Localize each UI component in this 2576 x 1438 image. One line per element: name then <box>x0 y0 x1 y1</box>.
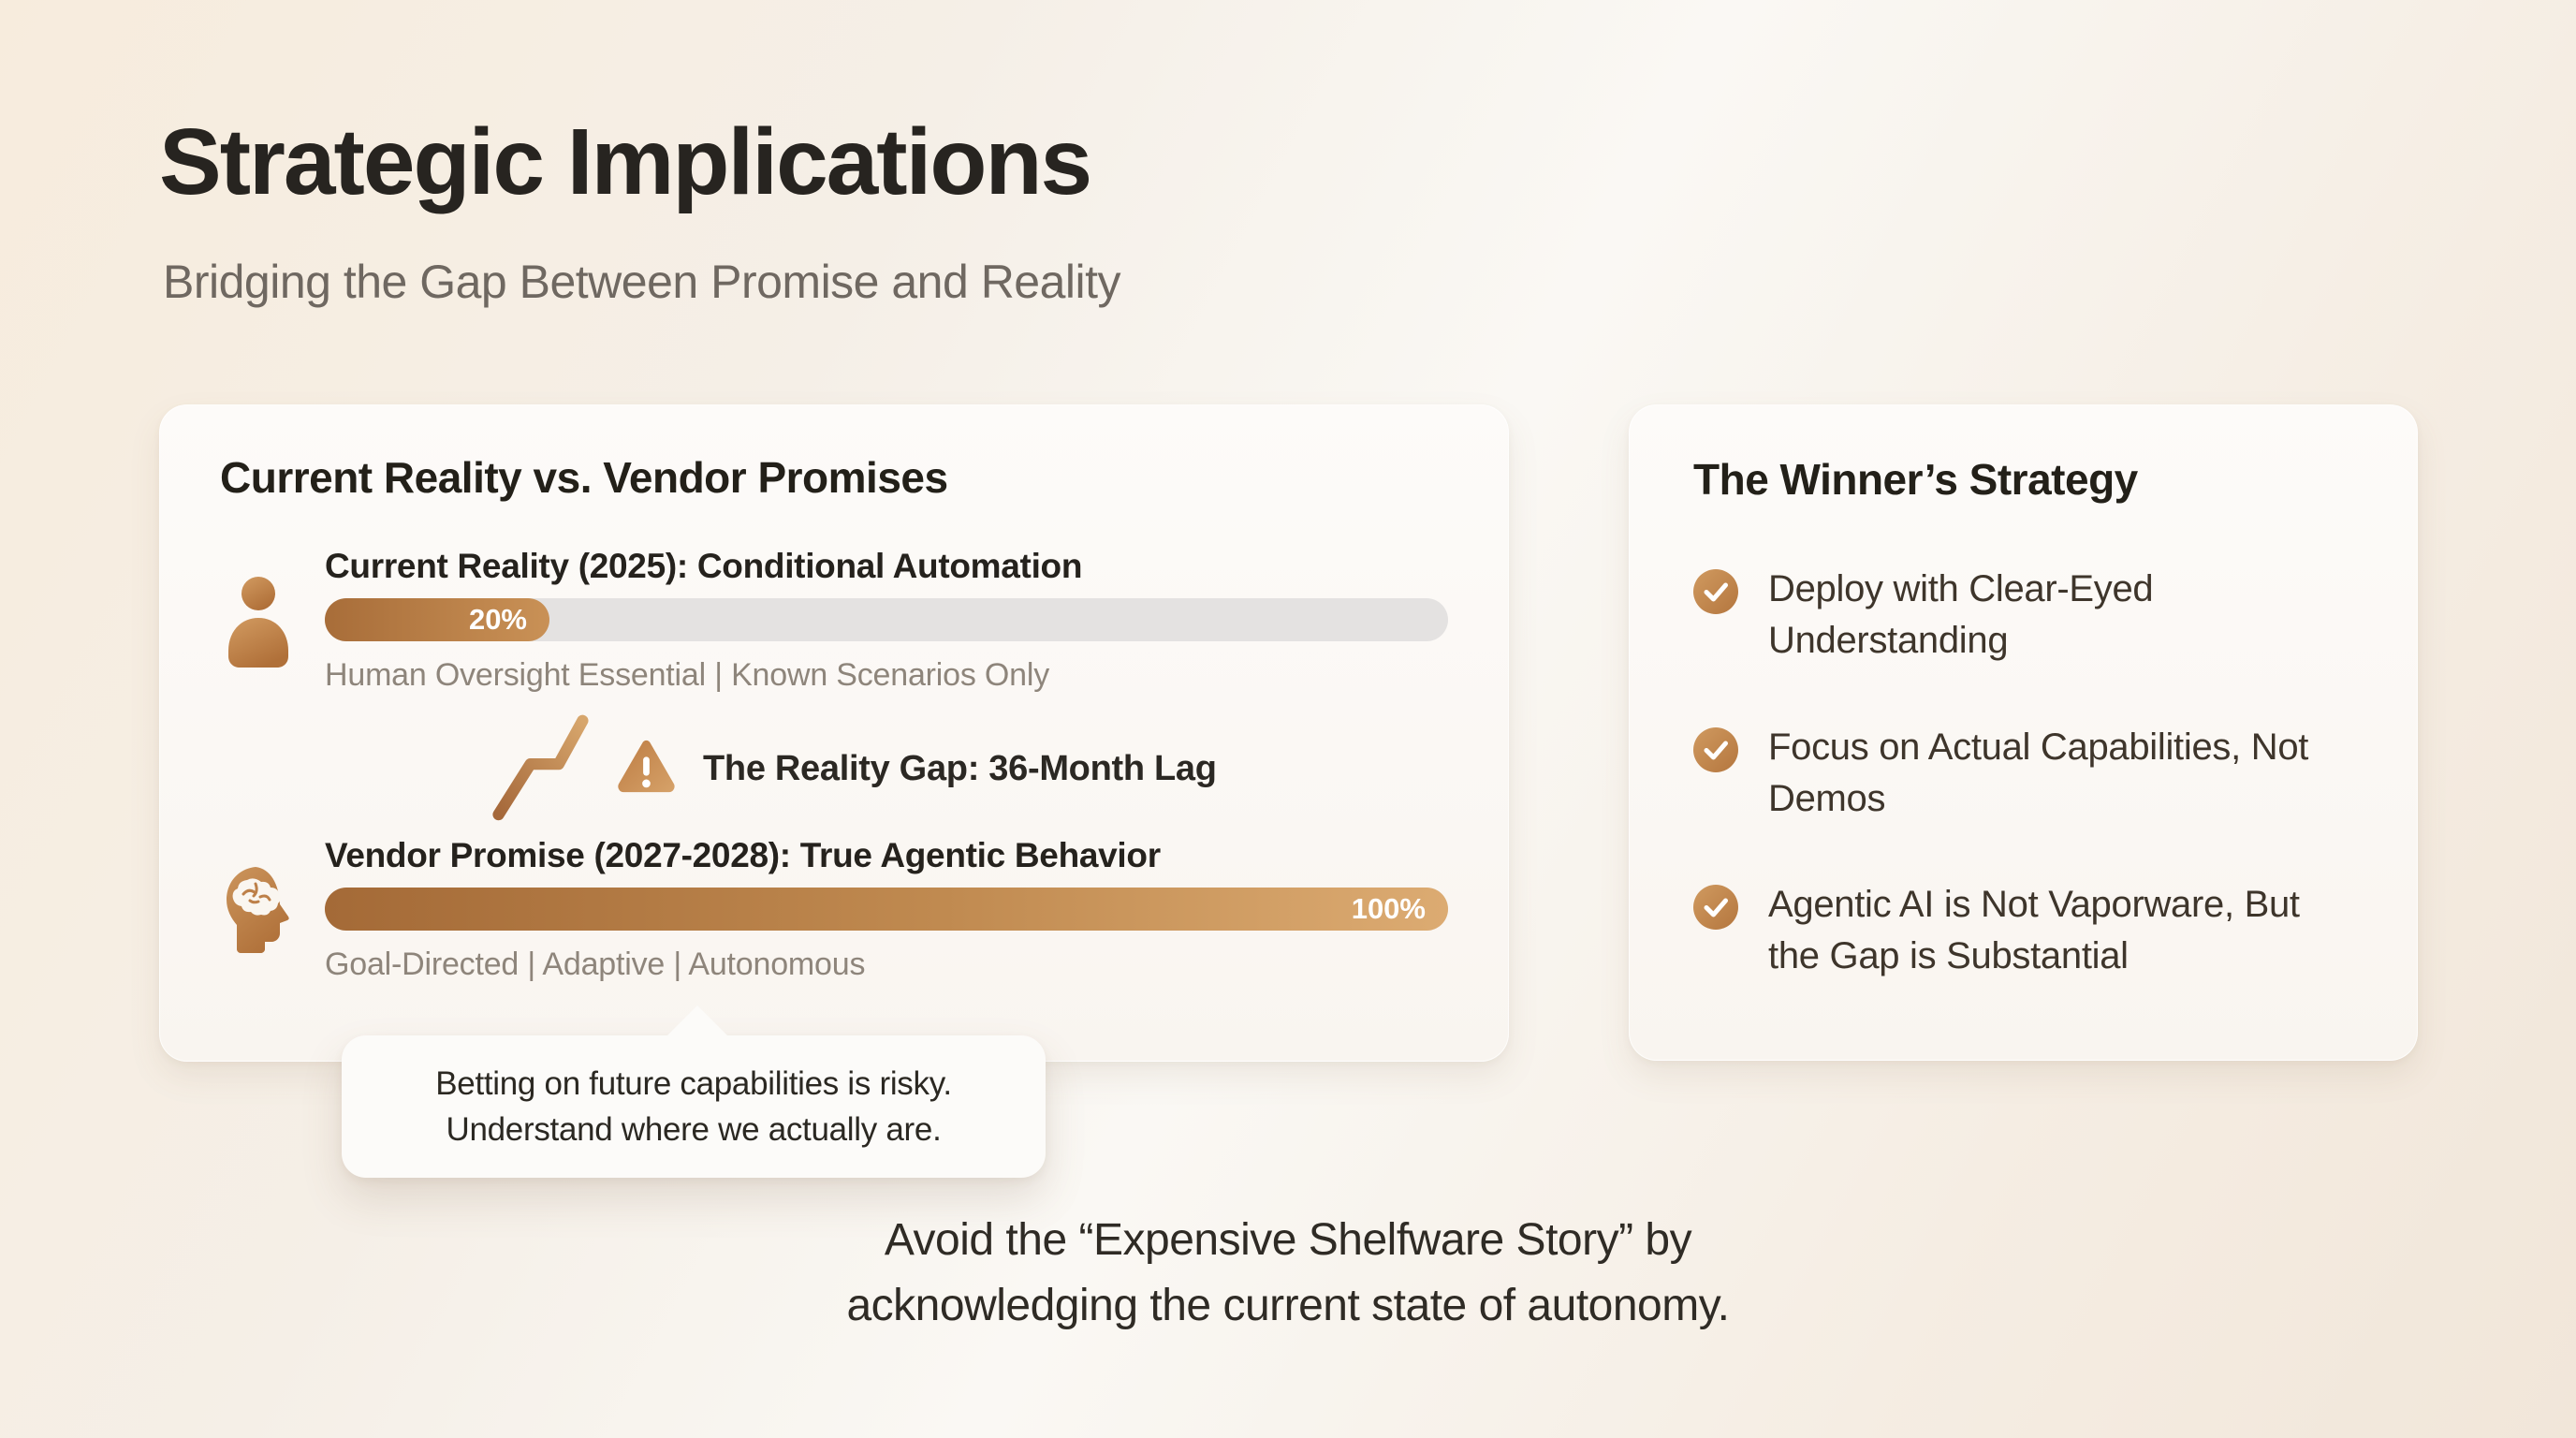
strategy-card-title: The Winner’s Strategy <box>1693 455 2138 504</box>
page-title: Strategic Implications <box>159 110 1091 214</box>
reality-percent-label: 20% <box>468 603 527 637</box>
promise-content <box>325 836 1448 983</box>
check-circle-icon <box>1693 727 1738 777</box>
reality-progress-track <box>325 598 1448 641</box>
comparison-card <box>159 404 1509 1062</box>
reality-gap-row <box>491 711 1448 827</box>
reality-content <box>325 547 1448 694</box>
person-icon <box>220 574 325 668</box>
warning-icon <box>615 739 677 800</box>
promise-label: Vendor Promise (2027-2028): True Agentic Behavior <box>325 836 1161 875</box>
page-subtitle: Bridging the Gap Between Promise and Reality <box>163 256 1121 308</box>
check-circle-icon <box>1693 885 1738 934</box>
callout-line-2: Understand where we actually are. <box>446 1111 942 1148</box>
promise-caption: Goal-Directed | Adaptive | Autonomous <box>325 946 866 983</box>
reality-row <box>220 547 1448 694</box>
list-item <box>1693 879 2353 982</box>
strategy-list <box>1693 564 2353 982</box>
list-item <box>1693 722 2353 825</box>
promise-row <box>220 836 1448 983</box>
footer-line-2: acknowledging the current state of autonomy. <box>846 1280 1730 1330</box>
footer-note <box>0 1208 2576 1338</box>
reality-progress-fill <box>325 598 549 641</box>
strategy-item-label: Agentic AI is Not Vaporware, But the Gap is Substantial <box>1768 883 2300 977</box>
promise-percent-label: 100% <box>1351 892 1426 926</box>
strategy-card <box>1629 404 2418 1061</box>
reality-caption: Human Oversight Essential | Known Scenarios Only <box>325 657 1050 694</box>
check-circle-icon <box>1693 569 1738 619</box>
trend-step-icon <box>491 712 589 826</box>
callout-tooltip <box>342 1035 1046 1178</box>
callout-line-1: Betting on future capabilities is risky. <box>435 1065 952 1102</box>
strategy-item-label: Focus on Actual Capabilities, Not Demos <box>1768 726 2309 819</box>
promise-progress-fill <box>325 888 1448 931</box>
reality-label: Current Reality (2025): Conditional Automation <box>325 547 1083 586</box>
promise-progress-track <box>325 888 1448 931</box>
list-item <box>1693 564 2353 667</box>
reality-gap-label: The Reality Gap: 36-Month Lag <box>703 748 1217 788</box>
footer-line-1: Avoid the “Expensive Shelfware Story” by <box>884 1215 1692 1265</box>
comparison-card-title: Current Reality vs. Vendor Promises <box>220 453 948 502</box>
strategy-item-label: Deploy with Clear-Eyed Understanding <box>1768 568 2154 662</box>
head-brain-icon <box>220 863 325 957</box>
